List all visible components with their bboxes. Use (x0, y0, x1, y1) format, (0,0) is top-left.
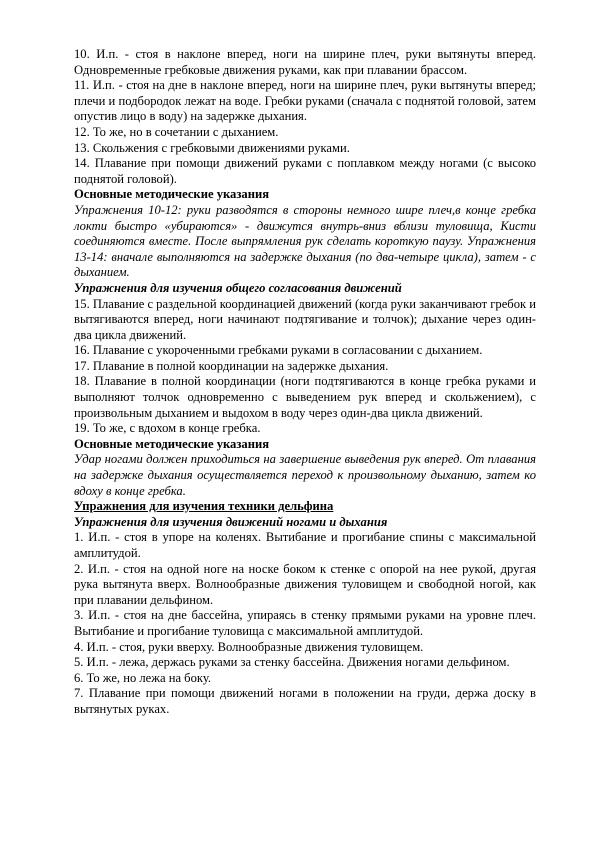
exercise-16: 16. Плавание с укороченными гребками руками в согласовании с дыханием. (74, 343, 483, 358)
section-heading-guidelines-1: Основные методические указания (74, 187, 270, 202)
subsection-heading-legs-breathing: Упражнения для изучения движений ногами и дыхания (74, 514, 388, 529)
exercise-15: 15. Плавание с раздельной координацией движений (когда руки заканчивают гребок и вытягиваются вперед, ноги начинают подтягивание и толчок); дыхание через один-два цикла движений. (74, 296, 537, 342)
exercise-12: 12. То же, но в сочетании с дыханием. (74, 124, 279, 139)
butterfly-exercise-3: 3. И.п. - стоя на дне бассейна, упираясь в стенку прямыми руками на уровне плеч. Вытибание и прогибание туловища с максимальной амплитудой. (74, 608, 536, 638)
butterfly-exercise-7: 7. Плавание при помощи движений ногами в положении на груди, держа доску в вытянутых руках. (74, 686, 536, 716)
exercise-18: 18. Плавание в полной координации (ноги подтягиваются в конце гребка руками и выполняют толчок одновременно с выведением рук вперед и скольжением), с произвольным дыханием и выдохом в воду через один-два цикла движений. (74, 374, 536, 420)
guidelines-text-1: Упражнения 10-12: руки разводятся в стороны немного шире плеч,в конце гребка локти быстро «убираются» - движутся внутрь-вниз вблизи туловища, Кисти соединяются вместе. После выпрямления рук сделать короткую паузу. Упражнения 13-14: вначале выполняются на задержке дыхания (по два-четыре цикла), затем - с дыханием. (74, 202, 536, 280)
subsection-heading-coordination: Упражнения для изучения общего согласования движений (74, 280, 402, 295)
butterfly-exercise-1: 1. И.п. - стоя в упоре на коленях. Вытибание и прогибание спины с максимальной амплитудой. (74, 530, 536, 560)
butterfly-exercise-5: 5. И.п. - лежа, держась руками за стенку бассейна. Движения ногами дельфином. (74, 655, 510, 670)
exercise-14: 14. Плавание при помощи движений руками с поплавком между ногами (с высоко поднятой головой). (74, 156, 536, 186)
exercise-17: 17. Плавание в полной координации на задержке дыхания. (74, 358, 389, 373)
section-heading-guidelines-2: Основные методические указания (74, 436, 270, 451)
exercise-11: 11. И.п. - стоя на дне в наклоне вперед, ноги на ширине плеч, руки вытянуты вперед; плечи и подбородок лежат на воде. Гребки руками (сначала с поднятой головой, затем опустив лицо в воду) на задержке дыхания. (74, 78, 536, 124)
butterfly-exercise-6: 6. То же, но лежа на боку. (74, 670, 212, 685)
section-heading-butterfly: Упражнения для изучения техники дельфина (74, 499, 334, 514)
butterfly-exercise-4: 4. И.п. - стоя, руки вверху. Волнообразные движения туловищем. (74, 639, 424, 654)
exercise-19: 19. То же, с вдохом в конце гребка. (74, 421, 261, 436)
document-page (74, 47, 536, 718)
butterfly-exercise-2: 2. И.п. - стоя на одной ноге на носке боком к стенке с опорой на нее рукой, другая рука вытянута вверх. Волнообразные движения туловищем и свободной ногой, как при плавании дельфином. (74, 561, 536, 607)
exercise-10: 10. И.п. - стоя в наклоне вперед, ноги на ширине плеч, руки вытянуты вперед. Одновременные гребковые движения руками, как при плавании брассом. (74, 47, 536, 77)
exercise-13: 13. Скольжения с гребковыми движениями руками. (74, 140, 350, 155)
guidelines-text-2: Удар ногами должен приходиться на завершение выведения рук вперед. От плавания на задержке дыхания осуществляется переход к произвольному дыханию, затем ко вдоху в конце гребка. (74, 452, 536, 498)
